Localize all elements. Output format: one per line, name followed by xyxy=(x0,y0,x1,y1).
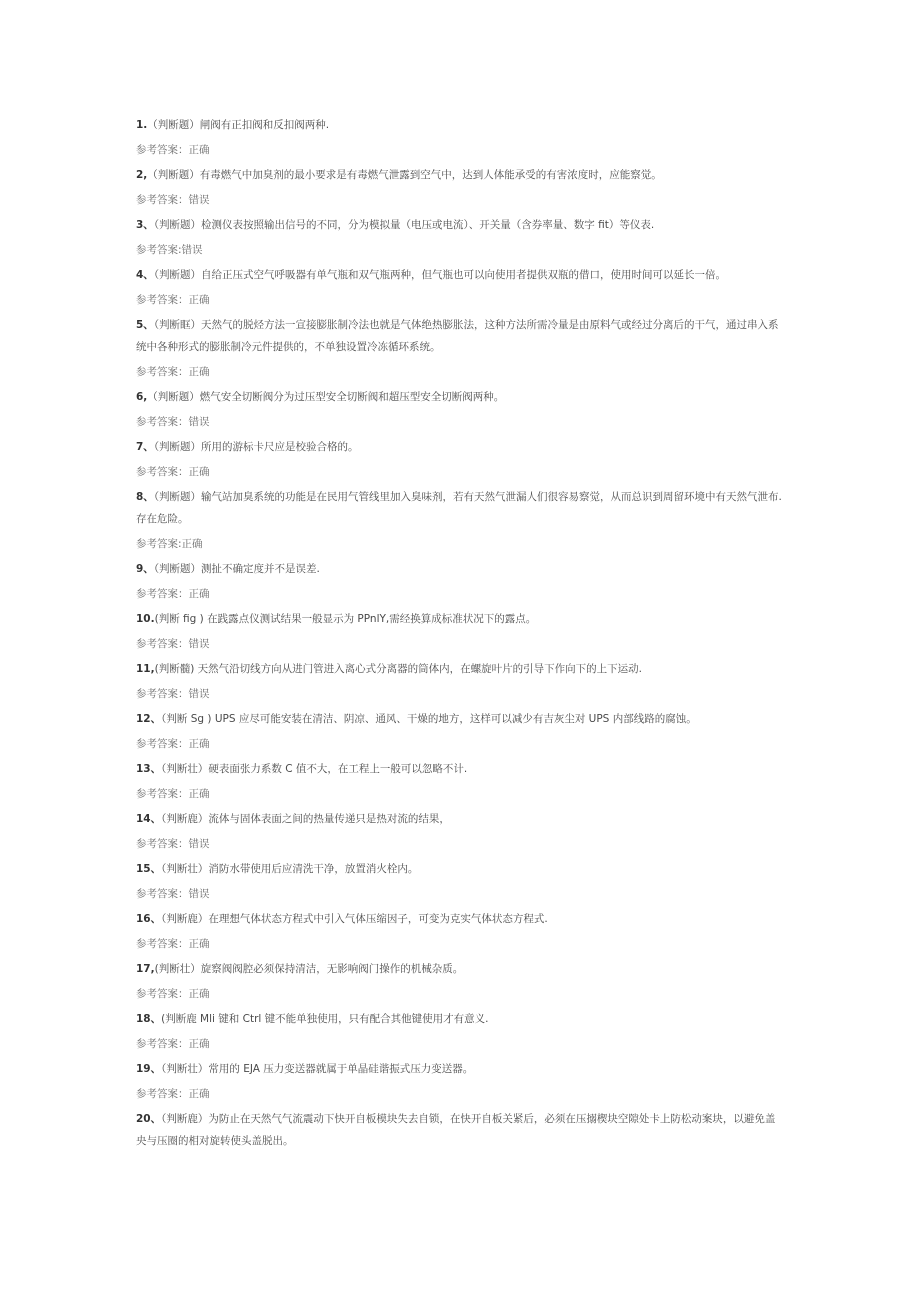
question-number: 11, xyxy=(136,663,155,675)
question-text xyxy=(136,264,784,286)
question-body: （判断壮）消防水带使用后应清洗干净，放置消火栓内。 xyxy=(161,863,419,875)
question-text xyxy=(136,1108,784,1152)
reference-answer: 参考答案：正确 xyxy=(136,144,210,156)
question-number: 9、 xyxy=(136,563,154,575)
reference-answer: 参考答案：错误 xyxy=(136,416,210,428)
reference-answer: 参考答案：错误 xyxy=(136,888,210,900)
reference-answer: 参考答案：正确 xyxy=(136,1088,210,1100)
reference-answer: 参考答案：错误 xyxy=(136,688,210,700)
reference-answer: 参考答案：正确 xyxy=(136,938,210,950)
question-number: 7、 xyxy=(136,441,154,453)
question-item xyxy=(136,264,784,311)
question-item xyxy=(136,658,784,705)
question-number: 19、 xyxy=(136,1063,162,1075)
question-body: （判断题）输气站加臭系统的功能是在民用气管线里加入臭味剂，若有天然气泄漏人们很容易察觉，从而总识到周留环境中有天然气泄布. 存在危险。 xyxy=(136,491,782,525)
question-item xyxy=(136,1058,784,1105)
question-item xyxy=(136,958,784,1005)
question-body: (判断鹿 Mli 键和 Ctrl 键不能单独使用，只有配合其他键使用才有意义. xyxy=(161,1013,489,1025)
question-text xyxy=(136,314,784,358)
question-item xyxy=(136,436,784,483)
question-text xyxy=(136,114,784,136)
question-body: （判断 Sg ) UPS 应尽可能安装在清洁、阴凉、通风、干燥的地方，这样可以减少有吉灰尘对 UPS 内部线路的腐蚀。 xyxy=(161,713,697,725)
question-number: 14、 xyxy=(136,813,162,825)
question-number: 1. xyxy=(136,119,148,131)
question-item xyxy=(136,386,784,433)
question-number: 10. xyxy=(136,613,155,625)
question-text xyxy=(136,708,784,730)
question-body: （判断壮）常用的 EJA 压力变送器就属于单晶硅谐振式压力变送器。 xyxy=(161,1063,474,1075)
question-body: (判断 fig ) 在践露点仪测试结果一般显示为 PPnlY,需经换算成标准状况下的露点。 xyxy=(154,613,537,625)
question-item xyxy=(136,608,784,655)
question-number: 4、 xyxy=(136,269,154,281)
question-number: 8、 xyxy=(136,491,154,503)
question-number: 16、 xyxy=(136,913,162,925)
question-text xyxy=(136,658,784,680)
reference-answer: 参考答案：错误 xyxy=(136,194,210,206)
question-body: （判断鹿）流体与固体表面之间的热量传递只是热对流的结果， xyxy=(161,813,450,825)
reference-answer: 参考答案：正确 xyxy=(136,988,210,1000)
question-body: （判断题）燃气安全切断阀分为过压型安全切断阀和超压型安全切断阀两种。 xyxy=(147,391,505,403)
question-number: 17, xyxy=(136,963,155,975)
reference-answer: 参考答案：正确 xyxy=(136,466,210,478)
reference-answer: 参考答案：错误 xyxy=(136,838,210,850)
question-list xyxy=(136,114,784,1152)
question-number: 5、 xyxy=(136,319,154,331)
question-number: 18、 xyxy=(136,1013,162,1025)
question-item xyxy=(136,214,784,261)
question-text xyxy=(136,608,784,630)
question-text xyxy=(136,758,784,780)
question-text xyxy=(136,164,784,186)
question-body: （判断题）自给正压式空气呼吸器有单气瓶和双气瓶两种，但气瓶也可以向使用者提供双瓶的借口，使用时间可以延长一倍。 xyxy=(153,269,727,281)
question-number: 13、 xyxy=(136,763,162,775)
question-text xyxy=(136,1008,784,1030)
question-text xyxy=(136,436,784,458)
question-body: (判断髓) 天然气沿切线方向从进门管进入离心式分离器的筒体内，在螺旋叶片的引导下作向下的上下运动. xyxy=(154,663,642,675)
question-item xyxy=(136,858,784,905)
reference-answer: 参考答案：正确 xyxy=(136,738,210,750)
reference-answer: 参考答案：错误 xyxy=(136,638,210,650)
question-text xyxy=(136,908,784,930)
question-body: （判断题）闸阀有正扣阀和反扣阀两种. xyxy=(147,119,330,131)
reference-answer: 参考答案:错误 xyxy=(136,244,203,256)
question-body: （判断鹿）为防止在天然气气流震动下快开自板模块失去自锁，在快开自板关紧后，必须在压搦楔块空隙处卡上防松动案块，以避免盖央与压圈的相对旋转使头盖脱出。 xyxy=(136,1113,776,1147)
question-body: （判断题）有毒燃气中加臭剂的最小要求是有毒燃气泄露到空气中，达到人体能承受的有害浓度时，应能察觉。 xyxy=(147,169,662,181)
question-item xyxy=(136,758,784,805)
question-text xyxy=(136,858,784,880)
question-body: （判断题）测扯不确定度并不是误差. xyxy=(153,563,320,575)
question-item xyxy=(136,558,784,605)
question-item xyxy=(136,1008,784,1055)
question-body: （判断眶）天然气的脱烃方法一宣接膨胀制冷法也就是气体绝热膨胀法，这种方法所需冷量是由原料气或经过分离后的干气，通过串入系统中各种形式的膨胀制冷元件提供的，不单独设置冷冻循环系统。 xyxy=(136,319,779,353)
question-text xyxy=(136,214,784,236)
question-item xyxy=(136,114,784,161)
question-item xyxy=(136,486,784,555)
question-item xyxy=(136,908,784,955)
reference-answer: 参考答案：正确 xyxy=(136,1038,210,1050)
question-text xyxy=(136,486,784,530)
question-item xyxy=(136,164,784,211)
question-number: 6, xyxy=(136,391,148,403)
question-text xyxy=(136,1058,784,1080)
question-body: （判断鹿）在理想气体状态方程式中引入气体压缩因子，可变为克实气体状态方程式. xyxy=(161,913,548,925)
question-number: 2, xyxy=(136,169,148,181)
question-text xyxy=(136,386,784,408)
question-text xyxy=(136,958,784,980)
question-body: （判断壮）硬表面张力系数 C 值不大，在工程上一般可以忽略不计. xyxy=(161,763,468,775)
question-item xyxy=(136,1108,784,1152)
question-body: （判断题）检测仪表按照输出信号的不同，分为模拟量（电压或电流）、开关量（含券率量、数字 fit）等仪表. xyxy=(153,219,655,231)
question-number: 3、 xyxy=(136,219,154,231)
reference-answer: 参考答案:正确 xyxy=(136,538,203,550)
question-number: 15、 xyxy=(136,863,162,875)
reference-answer: 参考答案：正确 xyxy=(136,366,210,378)
question-body: (判断壮）旋察阀阀腔必须保持清洁，无影响阀门操作的机械杂质。 xyxy=(154,963,464,975)
question-body: （判断题）所用的游标卡尺应是校验合格的。 xyxy=(153,441,359,453)
question-number: 12、 xyxy=(136,713,162,725)
reference-answer: 参考答案：正确 xyxy=(136,294,210,306)
reference-answer: 参考答案：正确 xyxy=(136,788,210,800)
question-text xyxy=(136,808,784,830)
question-item xyxy=(136,808,784,855)
question-text xyxy=(136,558,784,580)
question-item xyxy=(136,314,784,383)
question-item xyxy=(136,708,784,755)
question-number: 20、 xyxy=(136,1113,162,1125)
reference-answer: 参考答案：正确 xyxy=(136,588,210,600)
